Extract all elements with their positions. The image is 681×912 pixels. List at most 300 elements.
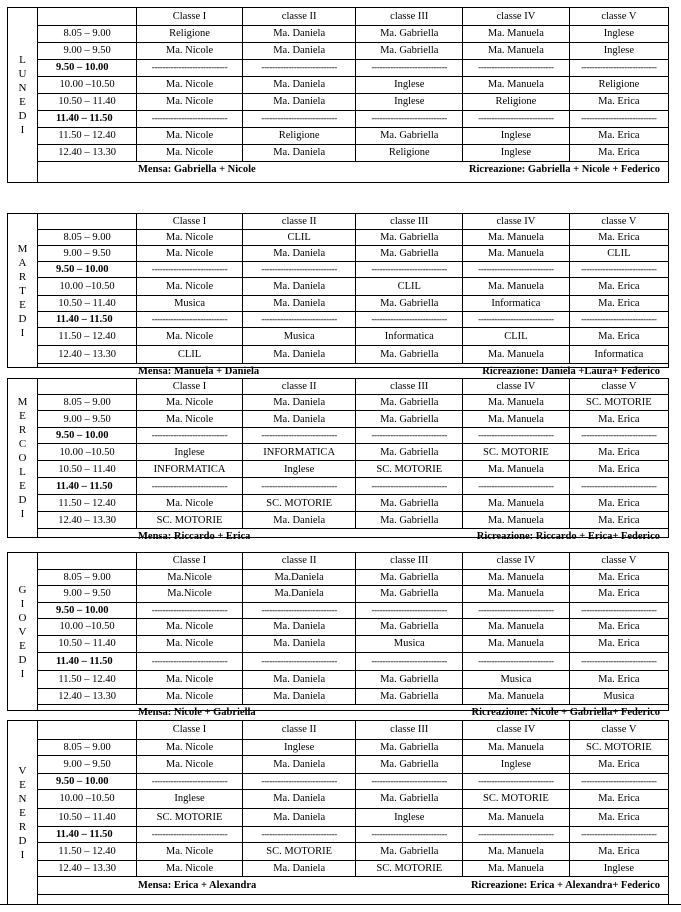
day-letter: E [19,806,26,819]
day-block-martedi [7,213,669,377]
ricreazione-note: Ricreazione: Nicole + Gabriella+ Federico [471,706,660,718]
footer-cell [38,364,668,380]
mensa-note: Mensa: Manuela + Daniela [138,366,260,377]
lesson-cell: Ma. Erica [569,278,668,296]
break-dash: ---------------------------- [463,110,570,127]
break-dash: ---------------------------- [242,826,356,842]
lesson-cell: Ma. Manuela [463,569,570,585]
day-letter: E [19,639,26,652]
day-letter: U [18,68,27,80]
time-slot: 12.40 – 13.30 [38,346,137,364]
class-header: classe V [569,379,668,395]
lesson-cell: SC. MOTORIE [242,842,356,860]
break-dash: ---------------------------- [242,773,356,789]
day-letters [19,53,27,137]
lesson-cell: Ma. Manuela [463,278,570,296]
lesson-cell: Ma. Nicole [137,495,243,512]
time-slot: 11.40 – 11.50 [38,826,137,842]
time-slot: 10.00 –10.50 [38,444,137,461]
break-dash: ---------------------------- [356,826,463,842]
day-letter: I [20,124,25,136]
lesson-cell: Musica [463,670,570,688]
footer-cell [38,529,668,545]
break-row [38,773,668,789]
lesson-cell: Ma. Nicole [137,688,243,704]
lesson-cell: Ma. Erica [569,808,668,826]
time-slot: 9.00 – 9.50 [38,246,137,262]
lesson-row [38,635,668,652]
footer-row [38,529,668,545]
lesson-cell: Ma. Manuela [463,461,570,478]
lesson-cell: Inglese [356,76,463,93]
day-label [8,214,38,367]
time-slot: 8.05 – 9.00 [38,739,137,755]
lesson-cell: Ma. Erica [569,230,668,246]
day-letter: O [18,611,27,624]
lesson-cell: Informatica [356,328,463,346]
lesson-cell: Ma. Gabriella [356,395,463,411]
lesson-cell: Ma. Nicole [137,755,243,773]
lesson-cell: Ma. Nicole [137,93,243,110]
lesson-cell: CLIL [137,346,243,364]
lesson-cell: Informatica [569,346,668,364]
day-letter: D [18,494,27,506]
time-slot: 11.40 – 11.50 [38,312,137,328]
break-dash: ---------------------------- [242,602,356,618]
time-slot: 9.00 – 9.50 [38,42,137,59]
time-slot: 12.40 – 13.30 [38,860,137,876]
lesson-cell: Ma. Gabriella [356,670,463,688]
lesson-cell: Ma. Nicole [137,411,243,428]
lesson-row [38,670,668,688]
break-dash: ---------------------------- [569,478,668,495]
class-header: Classe I [137,379,243,395]
lesson-cell: Ma. Manuela [463,618,570,635]
lesson-row [38,395,668,411]
lesson-cell: Ma. Gabriella [356,42,463,59]
break-dash: ---------------------------- [242,262,356,278]
footer-cell [38,704,668,720]
break-dash: ---------------------------- [242,110,356,127]
lesson-row [38,42,668,59]
time-slot: 10.00 –10.50 [38,618,137,635]
break-dash: ---------------------------- [137,652,243,670]
day-label [8,553,38,710]
break-dash: ---------------------------- [356,652,463,670]
class-header: classe IV [463,553,570,569]
day-letter: C [18,438,27,450]
break-dash: ---------------------------- [569,826,668,842]
ricreazione-note: Ricreazione: Riccardo + Erica+ Federico [476,531,660,542]
break-dash: ---------------------------- [569,652,668,670]
day-letter: A [18,256,27,269]
class-header: Classe I [137,214,243,230]
lesson-cell: Ma. Gabriella [356,789,463,808]
break-dash: ---------------------------- [137,826,243,842]
day-letter: I [20,597,25,610]
lesson-row [38,860,668,876]
class-header: classe V [569,8,668,25]
time-slot: 9.50 – 10.00 [38,262,137,278]
lesson-cell: CLIL [569,246,668,262]
break-dash: ---------------------------- [463,826,570,842]
lesson-cell: Ma. Nicole [137,144,243,161]
break-dash: ---------------------------- [569,602,668,618]
lesson-row [38,444,668,461]
break-dash: ---------------------------- [569,312,668,328]
ricreazione-note: Ricreazione: Gabriella + Nicole + Federico [468,164,660,176]
lesson-cell: Ma. Erica [569,670,668,688]
break-dash: ---------------------------- [356,262,463,278]
lesson-cell: Ma. Manuela [463,346,570,364]
class-header: classe V [569,214,668,230]
lesson-cell: Ma.Nicole [137,569,243,585]
lesson-cell: SC. MOTORIE [137,512,243,529]
lesson-row [38,755,668,773]
day-letter: E [19,778,26,791]
day-letter: G [18,583,27,596]
time-slot: 10.00 –10.50 [38,278,137,296]
lesson-row [38,346,668,364]
day-letter: I [20,667,25,680]
header-row [38,8,668,25]
lesson-row [38,93,668,110]
lesson-cell: Ma. Nicole [137,395,243,411]
lesson-cell: Ma. Manuela [463,739,570,755]
lesson-cell: Ma. Erica [569,635,668,652]
lesson-cell: Ma. Manuela [463,246,570,262]
time-slot: 10.00 –10.50 [38,789,137,808]
break-dash: ---------------------------- [242,59,356,76]
lesson-cell: Religione [137,25,243,42]
class-header: classe III [356,379,463,395]
lesson-row [38,278,668,296]
lesson-cell: INFORMATICA [242,444,356,461]
break-dash: ---------------------------- [242,652,356,670]
lesson-cell: SC. MOTORIE [356,860,463,876]
footer-row [38,704,668,720]
schedule-table [38,214,668,379]
lesson-cell: Ma. Gabriella [356,25,463,42]
day-letter: E [19,96,26,108]
break-dash: ---------------------------- [137,312,243,328]
day-letter: O [18,452,27,464]
ricreazione-note: Ricreazione: Erica + Alexandra+ Federico [470,879,660,891]
lesson-cell: CLIL [356,278,463,296]
break-dash: ---------------------------- [356,602,463,618]
class-header: Classe I [137,8,243,25]
mensa-note: Mensa: Nicole + Gabriella [138,706,256,718]
lesson-row [38,585,668,602]
lesson-cell: Ma. Erica [569,296,668,312]
lesson-cell: Inglese [242,461,356,478]
lesson-row [38,495,668,512]
lesson-row [38,246,668,262]
time-slot: 8.05 – 9.00 [38,25,137,42]
break-dash: ---------------------------- [137,110,243,127]
lesson-row [38,808,668,826]
header-row [38,379,668,395]
time-slot: 8.05 – 9.00 [38,395,137,411]
lesson-cell: Religione [356,144,463,161]
lesson-cell: Inglese [356,808,463,826]
break-dash: ---------------------------- [569,262,668,278]
lesson-cell: Ma. Erica [569,512,668,529]
break-dash: ---------------------------- [356,478,463,495]
time-slot: 11.50 – 12.40 [38,495,137,512]
time-slot: 10.50 – 11.40 [38,808,137,826]
lesson-row [38,569,668,585]
lesson-cell: Ma. Nicole [137,618,243,635]
lesson-cell: Ma. Manuela [463,25,570,42]
day-letters [19,583,27,681]
lesson-cell: Ma. Gabriella [356,444,463,461]
lesson-cell: Ma. Gabriella [356,585,463,602]
lesson-cell: Inglese [356,93,463,110]
break-dash: ---------------------------- [137,478,243,495]
lesson-cell: Inglese [569,860,668,876]
lesson-cell: Ma. Gabriella [356,569,463,585]
break-dash: ---------------------------- [137,262,243,278]
header-corner [38,721,137,739]
break-dash: ---------------------------- [356,773,463,789]
time-slot: 10.50 – 11.40 [38,296,137,312]
lesson-cell: Ma. Manuela [463,585,570,602]
lesson-cell: Musica [569,688,668,704]
lesson-cell: Ma. Gabriella [356,246,463,262]
lesson-row [38,76,668,93]
class-header: classe III [356,214,463,230]
lesson-cell: Religione [463,93,570,110]
time-slot: 11.50 – 12.40 [38,670,137,688]
time-slot: 9.50 – 10.00 [38,59,137,76]
lesson-cell: Ma. Nicole [137,860,243,876]
break-dash: ---------------------------- [569,110,668,127]
lesson-cell: Ma. Erica [569,789,668,808]
class-header: classe V [569,553,668,569]
lesson-cell: Ma.Daniela [242,569,356,585]
lesson-cell: Ma. Manuela [463,395,570,411]
footer-row [38,876,668,894]
bottom-rule [0,904,681,905]
day-letter: L [19,54,26,66]
lesson-cell: Ma. Daniela [242,246,356,262]
lesson-cell: Ma. Erica [569,93,668,110]
day-letter: D [18,312,27,325]
lesson-cell: SC. MOTORIE [137,808,243,826]
lesson-row [38,842,668,860]
footer-row [38,364,668,380]
day-letters [18,242,28,340]
lesson-cell: Inglese [242,739,356,755]
lesson-cell: Ma. Manuela [463,842,570,860]
lesson-cell: Ma. Erica [569,144,668,161]
lesson-cell: Ma. Gabriella [356,688,463,704]
lesson-row [38,688,668,704]
day-block-giovedi [7,552,669,718]
lesson-cell: Ma. Daniela [242,296,356,312]
lesson-cell: Ma. Erica [569,411,668,428]
lesson-cell: Religione [242,127,356,144]
break-dash: ---------------------------- [463,652,570,670]
lesson-cell: Inglese [463,755,570,773]
lesson-cell: Ma. Daniela [242,755,356,773]
day-letter: V [18,764,27,777]
break-dash: ---------------------------- [137,773,243,789]
class-header: classe IV [463,721,570,739]
class-header: Classe I [137,721,243,739]
lesson-cell: Ma. Nicole [137,127,243,144]
day-letter: E [19,480,26,492]
time-slot: 10.50 – 11.40 [38,635,137,652]
schedule-table [38,553,668,720]
class-header: classe III [356,553,463,569]
lesson-row [38,127,668,144]
lesson-cell: Ma. Manuela [463,512,570,529]
lesson-cell: Ma. Daniela [242,76,356,93]
lesson-cell: Ma. Daniela [242,42,356,59]
break-dash: ---------------------------- [356,428,463,444]
lesson-cell: Ma. Daniela [242,411,356,428]
lesson-cell: Ma. Erica [569,328,668,346]
footer-row [38,161,668,178]
header-row [38,721,668,739]
header-corner [38,214,137,230]
lesson-cell: Ma. Erica [569,618,668,635]
lesson-cell: Ma. Gabriella [356,842,463,860]
lesson-cell: Ma. Erica [569,585,668,602]
lesson-cell: Ma. Nicole [137,328,243,346]
break-row [38,826,668,842]
class-header: classe II [242,214,356,230]
footer-cell [38,876,668,894]
lesson-row [38,411,668,428]
break-dash: ---------------------------- [137,428,243,444]
time-slot: 10.00 –10.50 [38,76,137,93]
lesson-cell: Inglese [463,127,570,144]
lesson-cell: CLIL [242,230,356,246]
day-letter: I [20,326,25,339]
lesson-cell: Inglese [137,444,243,461]
day-letter: T [19,284,26,297]
time-slot: 9.00 – 9.50 [38,755,137,773]
lesson-cell: Ma. Manuela [463,635,570,652]
class-header: classe III [356,8,463,25]
schedule-table [38,721,668,912]
lesson-cell: SC. MOTORIE [356,461,463,478]
day-block-mercoledi [7,378,669,542]
class-header: classe IV [463,8,570,25]
day-letter: M [17,242,28,255]
lesson-row [38,328,668,346]
lesson-cell: Ma. Erica [569,569,668,585]
lesson-cell: Ma. Gabriella [356,755,463,773]
lesson-cell: Ma. Manuela [463,860,570,876]
break-row [38,59,668,76]
lesson-row [38,512,668,529]
time-slot: 11.40 – 11.50 [38,478,137,495]
ricreazione-note: Ricreazione: Daniela +Laura+ Federico [482,366,660,377]
class-header: classe II [242,721,356,739]
time-slot: 11.50 – 12.40 [38,127,137,144]
lesson-row [38,230,668,246]
lesson-cell: Ma. Daniela [242,395,356,411]
lesson-cell: Ma. Manuela [463,42,570,59]
lesson-cell: SC. MOTORIE [242,495,356,512]
day-letter: R [18,820,27,833]
break-dash: ---------------------------- [463,59,570,76]
class-header: classe III [356,721,463,739]
footer-wrap [38,878,668,893]
lesson-cell: Inglese [137,789,243,808]
header-row [38,553,668,569]
lesson-cell: Ma. Gabriella [356,618,463,635]
time-slot: 12.40 – 13.30 [38,512,137,529]
break-dash: ---------------------------- [356,59,463,76]
lesson-cell: Ma. Manuela [463,808,570,826]
day-letters [18,395,28,521]
lesson-cell: Ma. Nicole [137,246,243,262]
time-slot: 11.40 – 11.50 [38,110,137,127]
time-slot: 8.05 – 9.00 [38,230,137,246]
break-dash: ---------------------------- [356,110,463,127]
day-label [8,8,38,182]
break-dash: ---------------------------- [242,478,356,495]
break-dash: ---------------------------- [569,773,668,789]
class-header: classe II [242,8,356,25]
class-header: classe II [242,553,356,569]
lesson-cell: Ma. Daniela [242,618,356,635]
lesson-cell: Ma. Daniela [242,635,356,652]
schedule-table [38,8,668,178]
empty-cell [38,894,668,912]
day-letter: E [19,298,26,311]
time-slot: 10.50 – 11.40 [38,93,137,110]
break-dash: ---------------------------- [356,312,463,328]
lesson-cell: Ma. Erica [569,495,668,512]
break-row [38,312,668,328]
lesson-row [38,461,668,478]
day-label [8,721,38,904]
time-slot: 12.40 – 13.30 [38,144,137,161]
lesson-cell: Ma. Manuela [463,495,570,512]
lesson-cell: Musica [356,635,463,652]
lesson-cell: Ma. Daniela [242,93,356,110]
lesson-cell: Ma. Gabriella [356,346,463,364]
day-letter: D [18,110,27,122]
lesson-cell: Inglese [569,42,668,59]
header-corner [38,8,137,25]
time-slot: 9.50 – 10.00 [38,428,137,444]
lesson-cell: Ma. Erica [569,842,668,860]
day-letter: R [18,424,27,436]
time-slot: 11.50 – 12.40 [38,842,137,860]
lesson-cell: Ma. Manuela [463,411,570,428]
lesson-row [38,25,668,42]
lesson-cell: CLIL [463,328,570,346]
lesson-cell: Ma. Daniela [242,670,356,688]
lesson-cell: Ma. Erica [569,444,668,461]
lesson-cell: Ma. Gabriella [356,296,463,312]
day-letters [19,764,27,862]
header-row [38,214,668,230]
day-label [8,379,38,537]
lesson-cell: Ma. Nicole [137,76,243,93]
time-slot: 12.40 – 13.30 [38,688,137,704]
day-letter: N [18,82,27,94]
lesson-cell: Ma. Gabriella [356,512,463,529]
lesson-cell: Ma. Gabriella [356,739,463,755]
